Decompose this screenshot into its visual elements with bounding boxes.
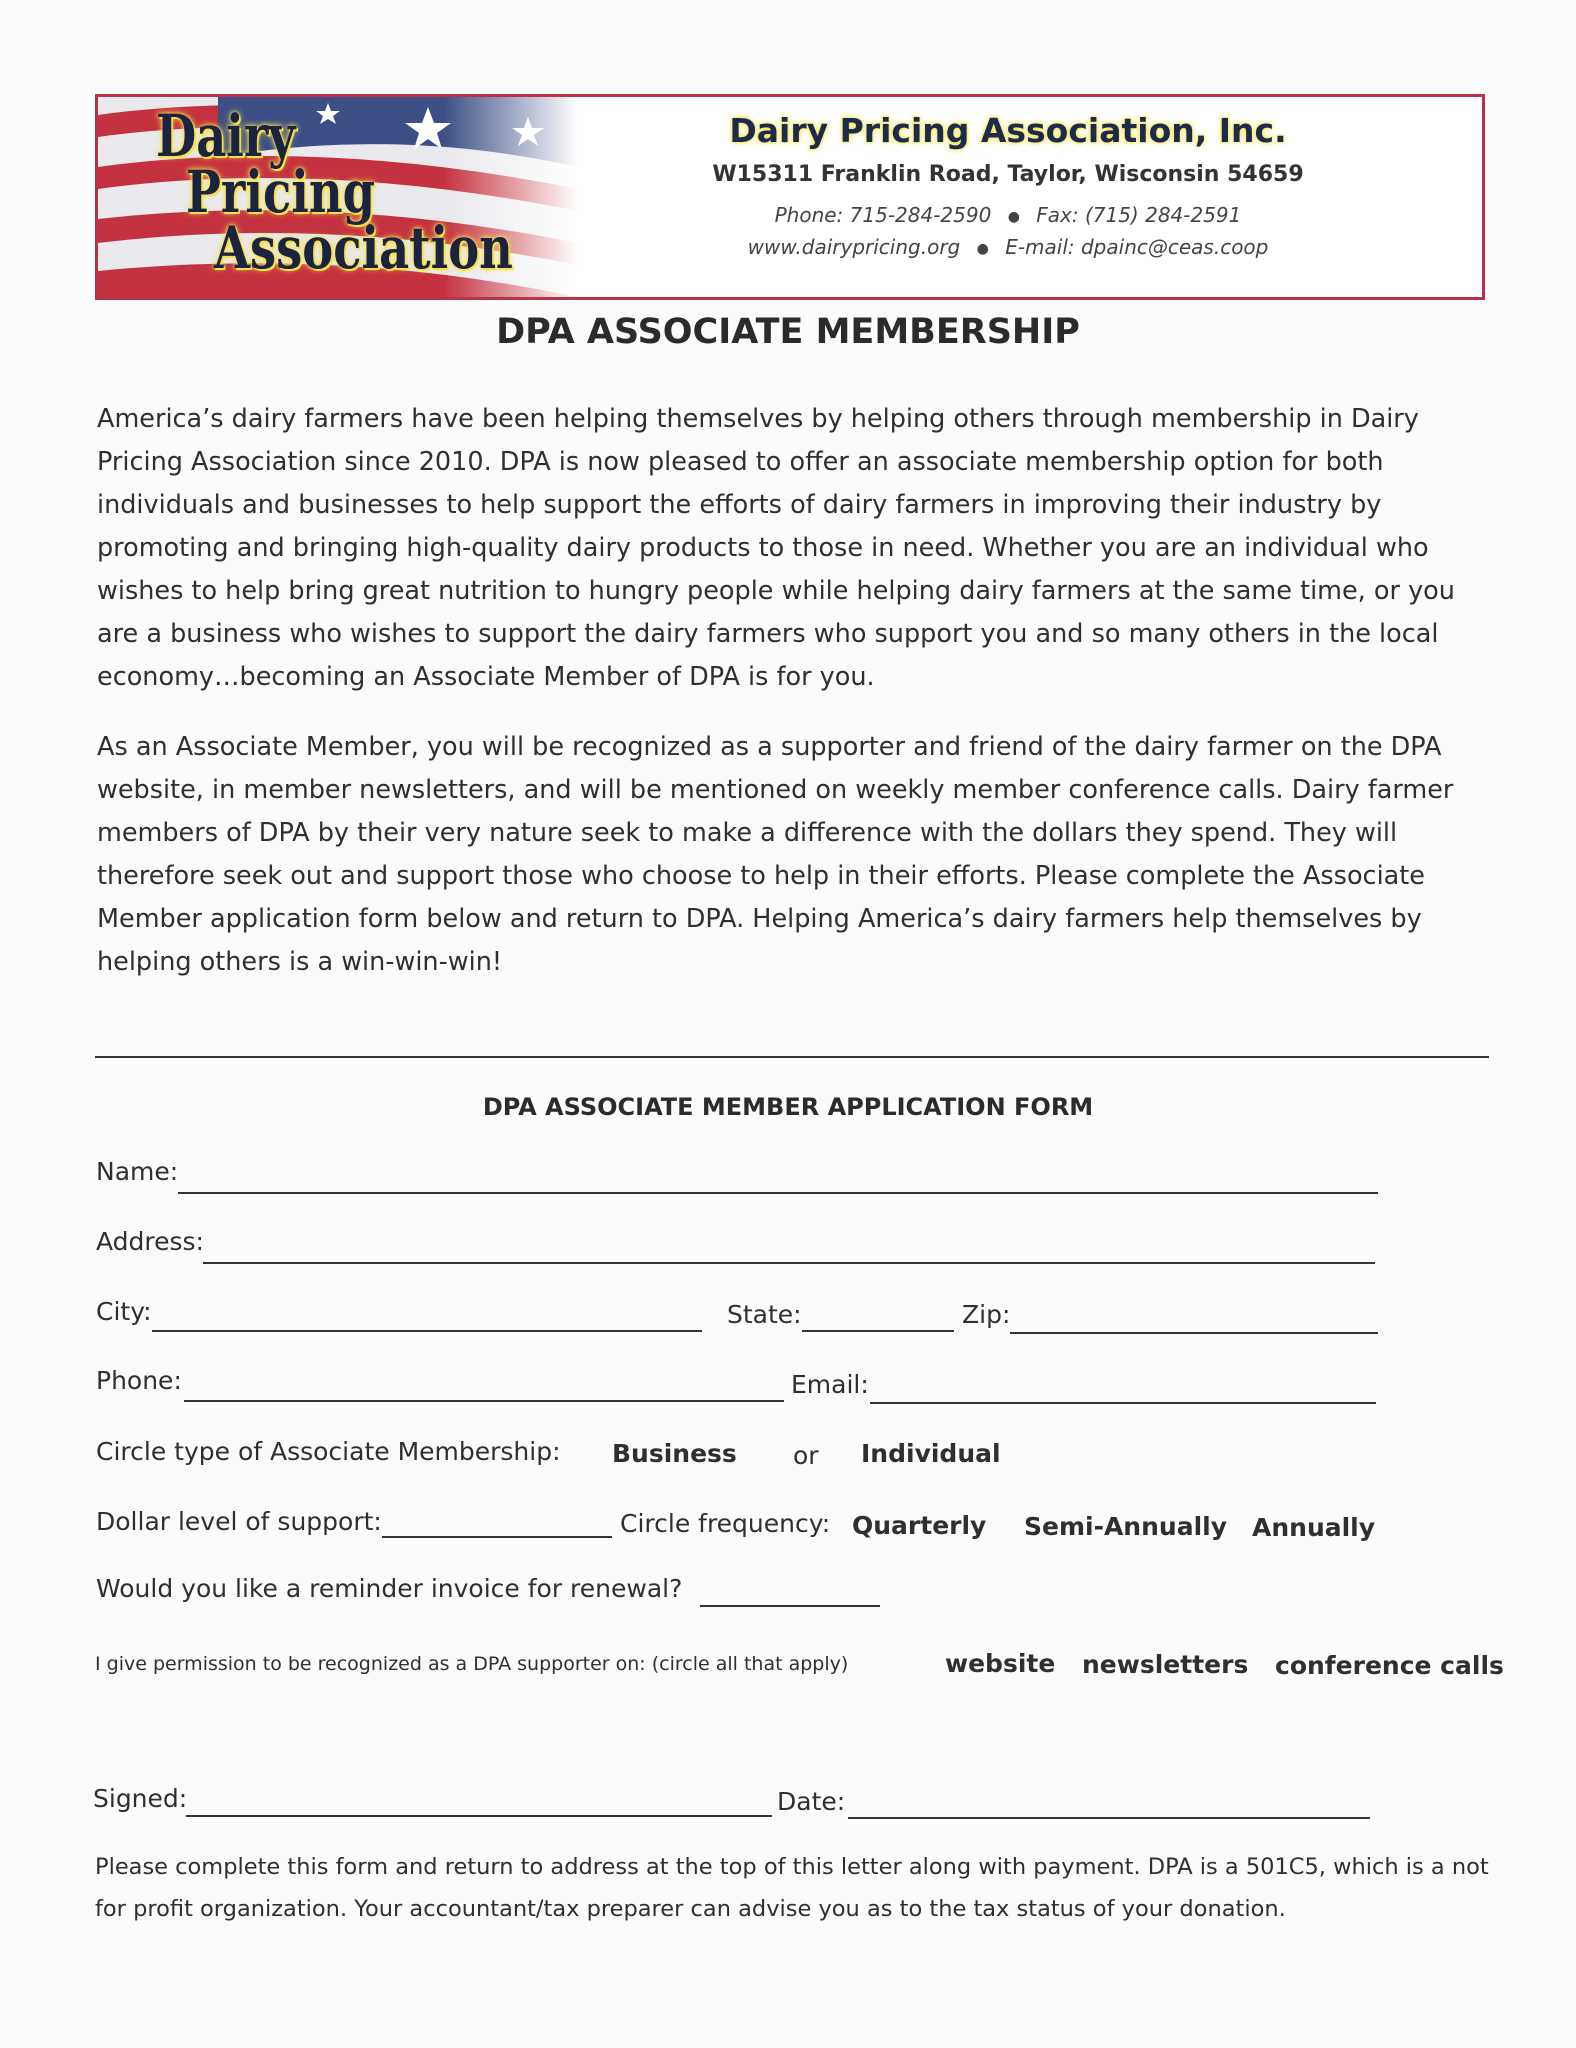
- bullet-separator: ●: [1007, 208, 1020, 225]
- org-website-link[interactable]: www.dairypricing.org: [747, 235, 961, 259]
- name-field[interactable]: [178, 1192, 1378, 1194]
- option-website[interactable]: website: [945, 1649, 1056, 1678]
- bullet-separator: ●: [976, 240, 989, 257]
- logo-wordmark: [156, 102, 578, 282]
- option-or: or: [793, 1441, 819, 1470]
- option-semi-annually[interactable]: Semi-Annually: [1024, 1512, 1228, 1541]
- state-label: State:: [727, 1300, 802, 1329]
- footer-note: Please complete this form and return to address at the top of this letter along with payment. DPA is a 501C5, which is a not for profit organization. Your accountant/tax preparer can advise you as to the tax status of your donation.: [95, 1854, 1489, 1922]
- name-label: Name:: [96, 1157, 179, 1186]
- email-label: Email:: [791, 1370, 869, 1399]
- logo-line-association: Association: [214, 214, 513, 282]
- permission-label: I give permission to be recognized as a DPA supporter on: (circle all that apply): [95, 1653, 849, 1675]
- address-field[interactable]: [203, 1262, 1375, 1264]
- city-field[interactable]: [152, 1330, 702, 1332]
- org-phone-fax: [658, 203, 1358, 227]
- email-field[interactable]: [870, 1402, 1376, 1404]
- org-address: W15311 Franklin Road, Taylor, Wisconsin 54659: [712, 162, 1304, 187]
- section-divider: [95, 1056, 1489, 1058]
- org-fax: Fax: (715) 284-2591: [1036, 203, 1242, 227]
- benefits-paragraph: As an Associate Member, you will be recognized as a supporter and friend of the dairy farmer on the DPA website, in member newsletters, and will be mentioned on weekly member conference calls. Dairy farmer members of DPA by their very nature seek to make a difference with the dollars they spend. They will therefore seek out and support those who choose to help in their efforts. Please complete the Associate Member application form below and return to DPA. Helping America’s dairy farmers help themselves by helping others is a win-win-win!: [97, 732, 1454, 977]
- logo-line-dairy: Dairy: [156, 102, 296, 170]
- address-label: Address:: [96, 1227, 204, 1256]
- dpa-logo: [98, 97, 578, 297]
- state-field[interactable]: [802, 1330, 954, 1332]
- org-info: [658, 111, 1358, 267]
- option-newsletters[interactable]: newsletters: [1082, 1650, 1249, 1679]
- org-email-link[interactable]: E-mail: dpainc@ceas.coop: [1005, 235, 1269, 259]
- reminder-field[interactable]: [700, 1605, 880, 1607]
- dollar-level-field[interactable]: [382, 1536, 612, 1538]
- letterhead: [95, 94, 1485, 300]
- org-phone: Phone: 715-284-2590: [774, 203, 992, 227]
- date-label: Date:: [777, 1787, 846, 1816]
- logo-line-pricing: Pricing: [186, 158, 376, 226]
- frequency-label: Circle frequency:: [620, 1509, 831, 1538]
- org-web-email: [658, 235, 1358, 259]
- option-individual[interactable]: Individual: [861, 1439, 1001, 1468]
- signature-field[interactable]: [186, 1815, 772, 1817]
- intro-paragraph: America’s dairy farmers have been helping themselves by helping others through membership in Dairy Pricing Association since 2010. DPA is now pleased to offer an associate membership option for both individuals and businesses to help support the efforts of dairy farmers in improving their industry by promoting and bringing high-quality dairy products to those in need. Whether you are an individual who wishes to help bring great nutrition to hungry people while helping dairy farmers at the same time, or you are a business who wishes to support the dairy farmers who support you and so many others in the local economy…becoming an Associate Member of DPA is for you.: [97, 404, 1455, 692]
- page-title: DPA ASSOCIATE MEMBERSHIP: [496, 312, 1080, 352]
- org-name: Dairy Pricing Association, Inc.: [729, 111, 1287, 150]
- form-title: DPA ASSOCIATE MEMBER APPLICATION FORM: [482, 1093, 1094, 1121]
- option-business[interactable]: Business: [612, 1439, 737, 1468]
- date-field[interactable]: [848, 1817, 1370, 1819]
- dollar-level-label: Dollar level of support:: [96, 1507, 382, 1536]
- membership-type-label: Circle type of Associate Membership:: [96, 1437, 561, 1466]
- reminder-label: Would you like a reminder invoice for renewal?: [96, 1574, 683, 1603]
- phone-field[interactable]: [184, 1400, 784, 1402]
- city-label: City:: [96, 1297, 152, 1326]
- option-conference-calls[interactable]: conference calls: [1275, 1651, 1504, 1680]
- phone-label: Phone:: [96, 1366, 182, 1395]
- signed-label: Signed:: [93, 1784, 188, 1813]
- option-annually[interactable]: Annually: [1252, 1513, 1376, 1542]
- option-quarterly[interactable]: Quarterly: [852, 1511, 987, 1540]
- zip-field[interactable]: [1010, 1332, 1378, 1334]
- zip-label: Zip:: [962, 1300, 1011, 1329]
